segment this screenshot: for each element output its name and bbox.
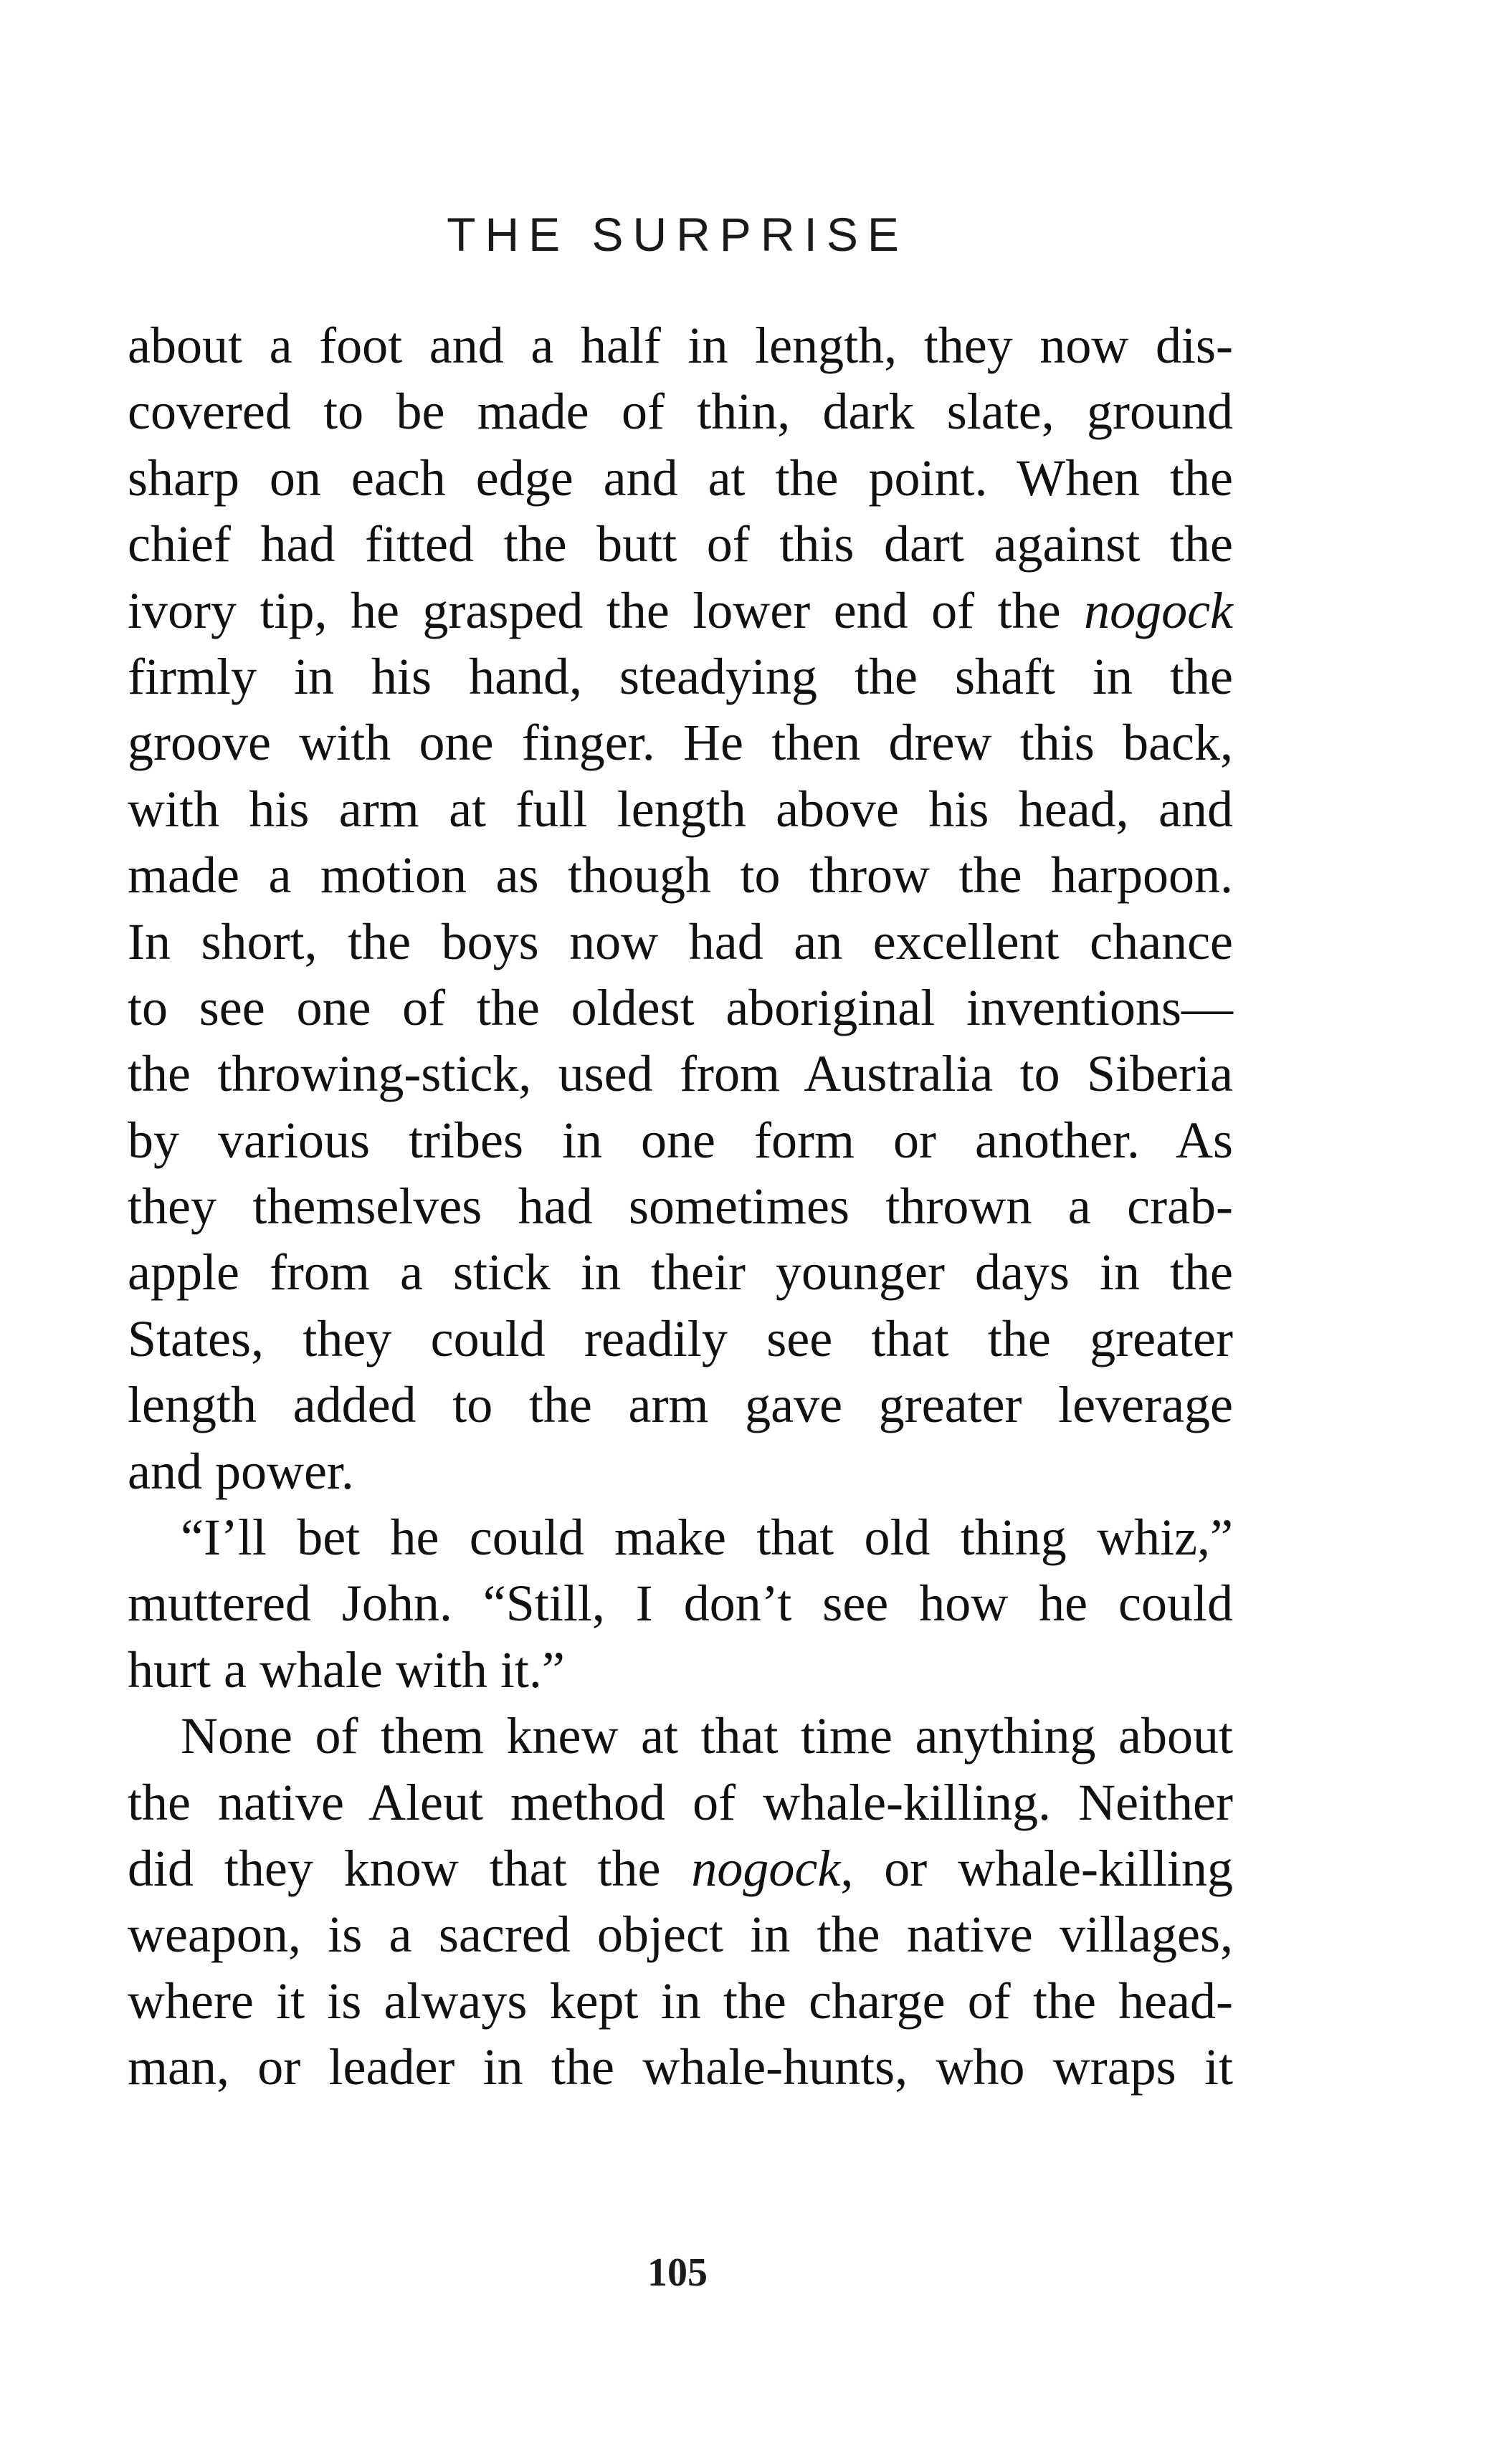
text-line: sharp on each edge and at the point. When the (128, 449, 1233, 507)
text-line: hurt a whale with it.” (128, 1641, 565, 1699)
text-line: apple from a stick in their younger days in the (128, 1243, 1233, 1302)
text-line: groove with one finger. He then drew this back, (128, 714, 1233, 772)
paragraph-3 (128, 1703, 1233, 2100)
italic-word: nogock (1084, 581, 1233, 639)
text-line: they themselves had sometimes thrown a crab- (128, 1178, 1233, 1236)
text-line: made a motion as though to throw the harpoon. (128, 846, 1233, 904)
text-fragment: , or whale-killing (840, 1839, 1233, 1897)
text-line: muttered John. “Still, I don’t see how he could (128, 1575, 1233, 1633)
text-line: None of them knew at that time anything about (181, 1707, 1233, 1765)
text-fragment: ivory tip, he grasped the lower end of the (128, 581, 1085, 639)
text-line: covered to be made of thin, dark slate, ground (128, 383, 1233, 441)
text-line: “I’ll bet he could make that old thing whiz,” (181, 1509, 1233, 1567)
paragraph-1 (128, 312, 1233, 1504)
text-line: chief had fitted the butt of this dart against the (128, 515, 1233, 573)
running-head: THE SURPRISE (447, 208, 908, 261)
text-line: the throwing-stick, used from Australia to Siberia (128, 1045, 1233, 1103)
text-line: with his arm at full length above his head, and (128, 780, 1233, 838)
text-line: In short, the boys now had an excellent chance (128, 912, 1233, 970)
text-line: and power. (128, 1442, 354, 1500)
text-line: to see one of the oldest aboriginal inventions— (128, 978, 1233, 1036)
text-line: States, they could readily see that the greater (128, 1309, 1233, 1367)
text-line: about a foot and a half in length, they now dis- (128, 317, 1233, 374)
italic-word: nogock (691, 1839, 841, 1897)
text-line: where it is always kept in the charge of the head- (128, 1972, 1233, 2030)
text-fragment: did they know that the (128, 1839, 692, 1897)
text-line: firmly in his hand, steadying the shaft in the (128, 647, 1233, 705)
body-text (128, 312, 1233, 2101)
text-line (128, 578, 1233, 644)
text-line (128, 1835, 1233, 1901)
paragraph-2 (128, 1504, 1233, 1703)
text-line: by various tribes in one form or another. As (128, 1111, 1233, 1169)
text-line: the native Aleut method of whale-killing. Neither (128, 1773, 1233, 1831)
text-line: length added to the arm gave greater leverage (128, 1376, 1233, 1434)
text-line: man, or leader in the whale-hunts, who wraps it (128, 2038, 1233, 2096)
text-line: weapon, is a sacred object in the native villages, (128, 1906, 1233, 1964)
page-number: 105 (647, 2250, 708, 2295)
